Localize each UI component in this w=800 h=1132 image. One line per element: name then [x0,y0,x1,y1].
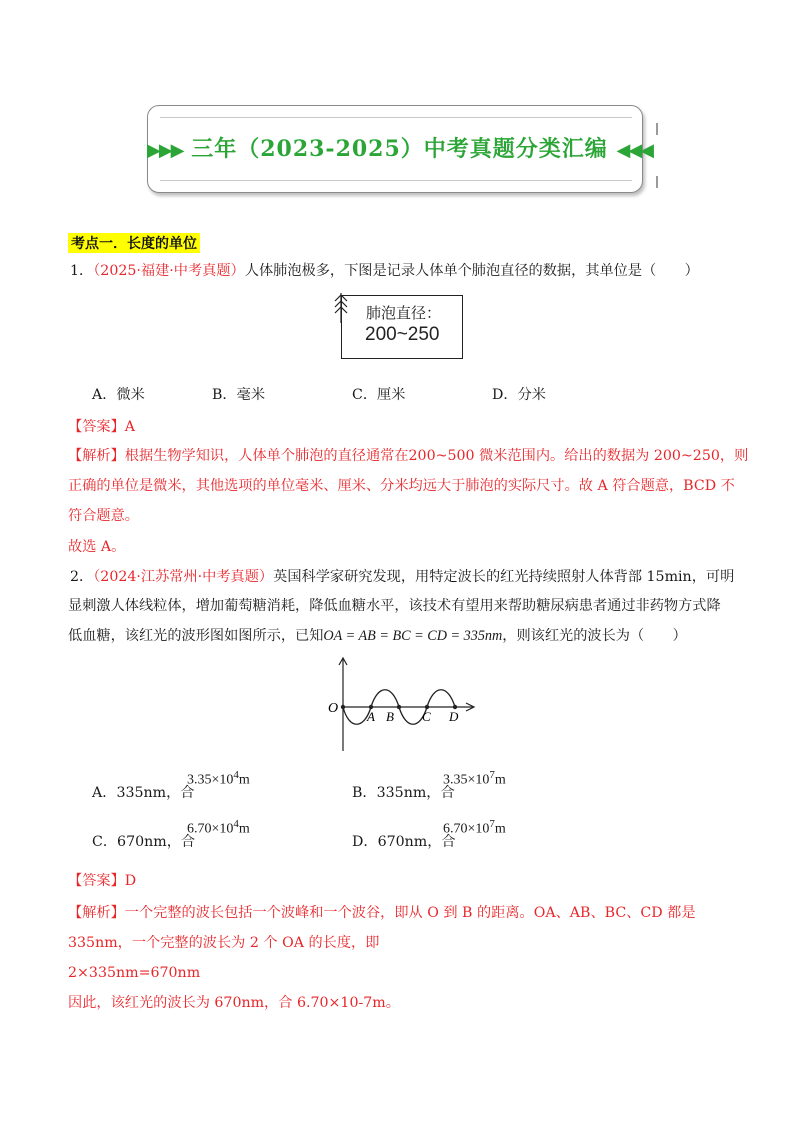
option-c: C．厘米 [352,387,406,403]
ruler-ticks-icon [330,291,352,325]
wave-diagram [320,655,480,755]
option-d: D．分米 [492,387,546,403]
analysis-1-line-3: 符合题意。 [68,508,139,524]
analysis-2-line-3: 2×335nm=670nm [68,965,201,981]
question-text: 人体肺泡极多，下图是记录人体单个肺泡直径的数据，其单位是（ ） [244,263,699,279]
left-arrows-icon: ◀◀◀ [616,140,652,161]
analysis-2-line-2: 335nm，一个完整的波长为 2 个 OA 的长度，即 [68,935,380,951]
question-number: 2． [70,569,94,585]
banner-divider-bottom [160,180,632,181]
option-a: A．微米 [92,387,145,403]
margin-mark [656,176,658,188]
question-2-stem-line-1: 2．（2024·江苏常州·中考真题）英国科学家研究发现，用特定波长的红光持续照射人体背部 15min，可明 [70,569,735,585]
label-c: C [422,709,431,724]
option-b: B．毫米 [212,387,266,403]
banner-title-text: 三年（2023-2025）中考真题分类汇编 [191,136,608,162]
question-1-stem [70,262,699,280]
answer-1: 【答案】A [68,419,136,435]
option-a-value: $3.35\times 10^4m$ [187,769,250,788]
label-o: O [328,701,339,716]
option-b-value: $3.35\times 10^7m$ [443,769,506,788]
right-arrows-icon: ▶▶▶ [147,140,183,161]
answer-2: 【答案】D [68,873,137,889]
question-2-stem-line-3: 低血糖，该红光的波形图如图所示，已知OA = AB = BC = CD = 335nm，则该红光的波长为（ ） [68,628,687,644]
label-b: B [386,709,394,724]
length-formula: OA = AB = BC = CD = 335nm [323,628,503,644]
question-2-stem-line-2: 显刺激人体线粒体，增加葡萄糖消耗，降低血糖水平，该技术有望用来帮助糖尿病患者通过非药物方式降 [68,598,721,614]
label-a: A [367,709,375,724]
margin-mark [656,123,658,135]
label-d: D [449,709,459,724]
option-a: A．335nm，合 [92,785,195,801]
analysis-1-line-2: 正确的单位是微米，其他选项的单位毫米、厘米、分米均远大于肺泡的实际尺寸。故 A 符合题意，BCD 不 [68,478,735,494]
option-c-value: $6.70\times 10^4m$ [187,818,250,837]
analysis-2-line-4: 因此，该红光的波长为 670nm，合 6.70×10-7m。 [68,995,400,1011]
banner-divider-top [160,117,632,118]
question-source: （2025·福建·中考真题） [93,263,245,279]
analysis-1-line-1: 【解析】根据生物学知识，人体单个肺泡的直径通常在200~500 微米范围内。给出的数据为 200~250，则 [68,448,749,464]
option-d-value: $6.70\times 10^7m$ [443,818,506,837]
figure-label: 肺泡直径： [366,304,442,322]
question-source: （2024·江苏常州·中考真题） [93,569,274,585]
analysis-2-line-1: 【解析】一个完整的波长包括一个波峰和一个波谷，即从 O 到 B 的距离。OA、AB、BC、CD 都是 [68,905,696,921]
option-b: B．335nm，合 [352,785,455,801]
section-heading: 考点一．长度的单位 [68,233,200,253]
option-d: D．670nm，合 [352,834,456,850]
option-c: C．670nm，合 [92,834,196,850]
banner-title [147,132,652,163]
figure-value: 200~250 [365,324,440,345]
conclusion-1: 故选 A。 [68,539,126,555]
question-number: 1． [70,263,94,279]
